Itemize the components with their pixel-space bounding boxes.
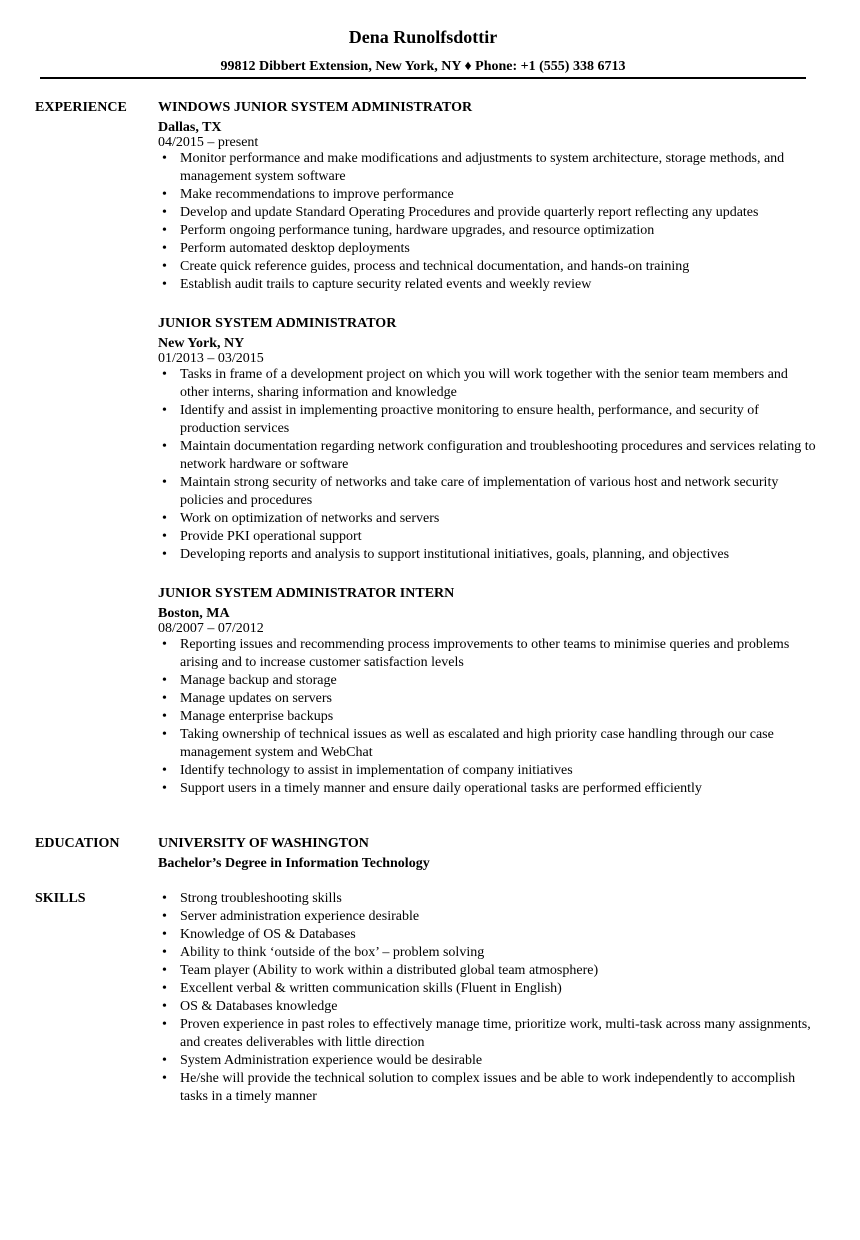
section-label-skills: SKILLS xyxy=(35,891,86,906)
school-name: UNIVERSITY OF WASHINGTON xyxy=(158,836,369,851)
skill-item: • System Administration experience would be desirable xyxy=(158,1052,818,1070)
job-title: JUNIOR SYSTEM ADMINISTRATOR INTERN xyxy=(158,586,455,601)
contact-line: 99812 Dibbert Extension, New York, NY ♦ Phone: +1 (555) 338 6713 xyxy=(220,59,626,74)
bullet-item: • Manage updates on servers xyxy=(158,690,818,708)
experience-body xyxy=(158,99,818,819)
job-bullets xyxy=(158,366,818,564)
skill-item: • Ability to think ‘outside of the box’ – problem solving xyxy=(158,944,818,962)
skill-item: • Knowledge of OS & Databases xyxy=(158,926,818,944)
bullet-item: • Identify and assist in implementing proactive monitoring to ensure health, performance, and security of production services xyxy=(158,402,818,438)
bullet-item: • Perform automated desktop deployments xyxy=(158,240,818,258)
bullet-item: • Identify technology to assist in implementation of company initiatives xyxy=(158,762,818,780)
job-title: WINDOWS JUNIOR SYSTEM ADMINISTRATOR xyxy=(158,100,473,115)
bullet-item: • Manage enterprise backups xyxy=(158,708,818,726)
skills-list xyxy=(158,890,818,1106)
job-title: JUNIOR SYSTEM ADMINISTRATOR xyxy=(158,316,397,331)
bullet-item: • Tasks in frame of a development project on which you will work together with the senior team members and other interns, sharing information and knowledge xyxy=(158,366,818,402)
skill-item: • Server administration experience desirable xyxy=(158,908,818,926)
bullet-item: • Perform ongoing performance tuning, hardware upgrades, and resource optimization xyxy=(158,222,818,240)
job-location: New York, NY xyxy=(158,336,245,351)
bullet-item: • Support users in a timely manner and ensure daily operational tasks are performed efficiently xyxy=(158,780,818,798)
job-bullets xyxy=(158,636,818,798)
job-location: Dallas, TX xyxy=(158,120,222,135)
job-entry xyxy=(158,315,818,564)
bullet-item: • Develop and update Standard Operating Procedures and provide quarterly report reflecting any updates xyxy=(158,204,818,222)
skill-item: • He/she will provide the technical solution to complex issues and be able to work independently to accomplish tasks in a timely manner xyxy=(158,1070,818,1106)
bullet-item: • Provide PKI operational support xyxy=(158,528,818,546)
bullet-item: • Manage backup and storage xyxy=(158,672,818,690)
candidate-name: Dena Runolfsdottir xyxy=(348,27,498,47)
bullet-item: • Establish audit trails to capture security related events and weekly review xyxy=(158,276,818,294)
skill-item: • Strong troubleshooting skills xyxy=(158,890,818,908)
header-divider xyxy=(40,77,806,79)
skills-body xyxy=(158,890,818,1106)
bullet-item: • Reporting issues and recommending process improvements to other teams to minimise queries and problems arising and to increase customer satisfaction levels xyxy=(158,636,818,672)
bullet-item: • Work on optimization of networks and servers xyxy=(158,510,818,528)
job-location: Boston, MA xyxy=(158,606,230,621)
bullet-item: • Monitor performance and make modifications and adjustments to system architecture, storage methods, and management system software xyxy=(158,150,818,186)
job-entry xyxy=(158,99,818,294)
bullet-item: • Make recommendations to improve performance xyxy=(158,186,818,204)
degree-name: Bachelor’s Degree in Information Technology xyxy=(158,856,430,871)
skill-item: • Team player (Ability to work within a distributed global team atmosphere) xyxy=(158,962,818,980)
bullet-item: • Developing reports and analysis to support institutional initiatives, goals, planning, and objectives xyxy=(158,546,818,564)
section-label-education: EDUCATION xyxy=(35,836,120,851)
section-label-experience: EXPERIENCE xyxy=(35,100,127,115)
education-body xyxy=(158,835,818,873)
job-entry xyxy=(158,585,818,798)
skill-item: • Excellent verbal & written communication skills (Fluent in English) xyxy=(158,980,818,998)
skill-item: • Proven experience in past roles to effectively manage time, prioritize work, multi-task across many assignments, and creates deliverables with little direction xyxy=(158,1016,818,1052)
job-dates: 08/2007 – 07/2012 xyxy=(158,621,264,636)
job-dates: 01/2013 – 03/2015 xyxy=(158,351,264,366)
bullet-item: • Maintain strong security of networks and take care of implementation of various host and network security policies and procedures xyxy=(158,474,818,510)
job-dates: 04/2015 – present xyxy=(158,135,259,150)
bullet-item: • Taking ownership of technical issues as well as escalated and high priority case handling through our case management system and WebChat xyxy=(158,726,818,762)
bullet-item: • Maintain documentation regarding network configuration and troubleshooting procedures and services relating to network hardware or software xyxy=(158,438,818,474)
skill-item: • OS & Databases knowledge xyxy=(158,998,818,1016)
bullet-item: • Create quick reference guides, process and technical documentation, and hands-on training xyxy=(158,258,818,276)
job-bullets xyxy=(158,150,818,294)
